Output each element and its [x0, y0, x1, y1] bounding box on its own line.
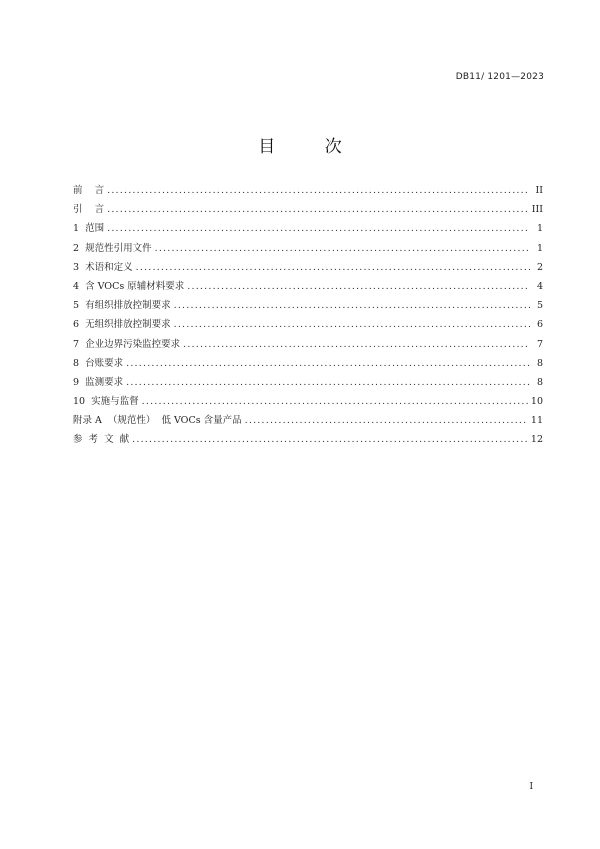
- toc-leader-dots: [155, 239, 530, 258]
- toc-entry-8[interactable]: [73, 354, 543, 373]
- toc-entry-label: 7 企业边界污染监控要求: [73, 338, 181, 350]
- toc-leader-dots: [126, 354, 530, 373]
- toc-leader-dots: [107, 200, 529, 219]
- toc-entry-page: 10: [530, 396, 543, 408]
- toc-leader-dots: [126, 373, 530, 392]
- toc-entry-5[interactable]: [73, 296, 543, 315]
- page-number: I: [529, 782, 533, 792]
- toc-entry-page: 4: [536, 280, 543, 292]
- toc-leader-dots: [136, 258, 530, 277]
- toc-entry-label: 2 规范性引用文件: [73, 242, 152, 254]
- toc-entry-introduction[interactable]: [73, 200, 543, 219]
- toc-entry-1[interactable]: [73, 219, 543, 238]
- toc-entry-page: 8: [536, 357, 543, 369]
- toc-entry-label: 参 考 文 献: [73, 434, 130, 446]
- toc-entry-4[interactable]: [73, 277, 543, 296]
- toc-entry-page: III: [531, 204, 543, 216]
- toc-entry-label: 6 无组织排放控制要求: [73, 319, 171, 331]
- toc-entry-label: 8 台账要求: [73, 357, 124, 369]
- toc-entry-10[interactable]: [73, 392, 543, 411]
- toc-entry-3[interactable]: [73, 258, 543, 277]
- toc-leader-dots: [107, 219, 530, 238]
- toc-entry-page: II: [535, 185, 543, 196]
- toc-leader-dots: [142, 392, 528, 411]
- toc-entry-page: 8: [536, 376, 543, 388]
- toc-leader-dots: [187, 277, 530, 296]
- toc-entry-page: 5: [536, 300, 543, 312]
- toc-leader-dots: [183, 335, 530, 354]
- toc-entry-6[interactable]: [73, 315, 543, 334]
- toc-entry-9[interactable]: [73, 373, 543, 392]
- toc-entry-label: 4 含 VOCs 原辅材料要求: [73, 280, 185, 292]
- toc-entry-foreword[interactable]: [73, 181, 543, 200]
- toc-entry-label: 10 实施与监督: [73, 396, 139, 408]
- toc-leader-dots: [174, 296, 530, 315]
- toc-entry-label: 1 范围: [73, 223, 105, 235]
- toc-entry-label: 9 监测要求: [73, 376, 124, 388]
- toc-entry-7[interactable]: [73, 335, 543, 354]
- toc-entry-page: 11: [530, 415, 543, 427]
- toc-entry-label: 前 言: [73, 185, 105, 196]
- toc-entry-page: 2: [536, 261, 543, 273]
- toc-title: 目 次: [258, 137, 364, 157]
- toc-entry-references[interactable]: [73, 430, 543, 449]
- toc-entry-page: 6: [536, 319, 543, 331]
- toc-leader-dots: [107, 181, 530, 200]
- toc-entry-label: 附录 A （规范性） 低 VOCs 含量产品: [73, 415, 242, 427]
- toc-entry-page: 1: [536, 223, 543, 235]
- toc-entry-appendix-a[interactable]: [73, 411, 543, 430]
- toc-entry-label: 3 术语和定义: [73, 261, 133, 273]
- toc-entry-label: 引 言: [73, 204, 105, 216]
- table-of-contents: [73, 181, 543, 450]
- document-code: DB11/ 1201—2023: [455, 72, 544, 82]
- toc-entry-label: 5 有组织排放控制要求: [73, 300, 171, 312]
- toc-entry-2[interactable]: [73, 239, 543, 258]
- toc-leader-dots: [245, 411, 528, 430]
- toc-leader-dots: [174, 315, 530, 334]
- toc-leader-dots: [132, 430, 528, 449]
- toc-entry-page: 1: [536, 242, 543, 254]
- toc-entry-page: 12: [530, 434, 543, 446]
- toc-entry-page: 7: [536, 338, 543, 350]
